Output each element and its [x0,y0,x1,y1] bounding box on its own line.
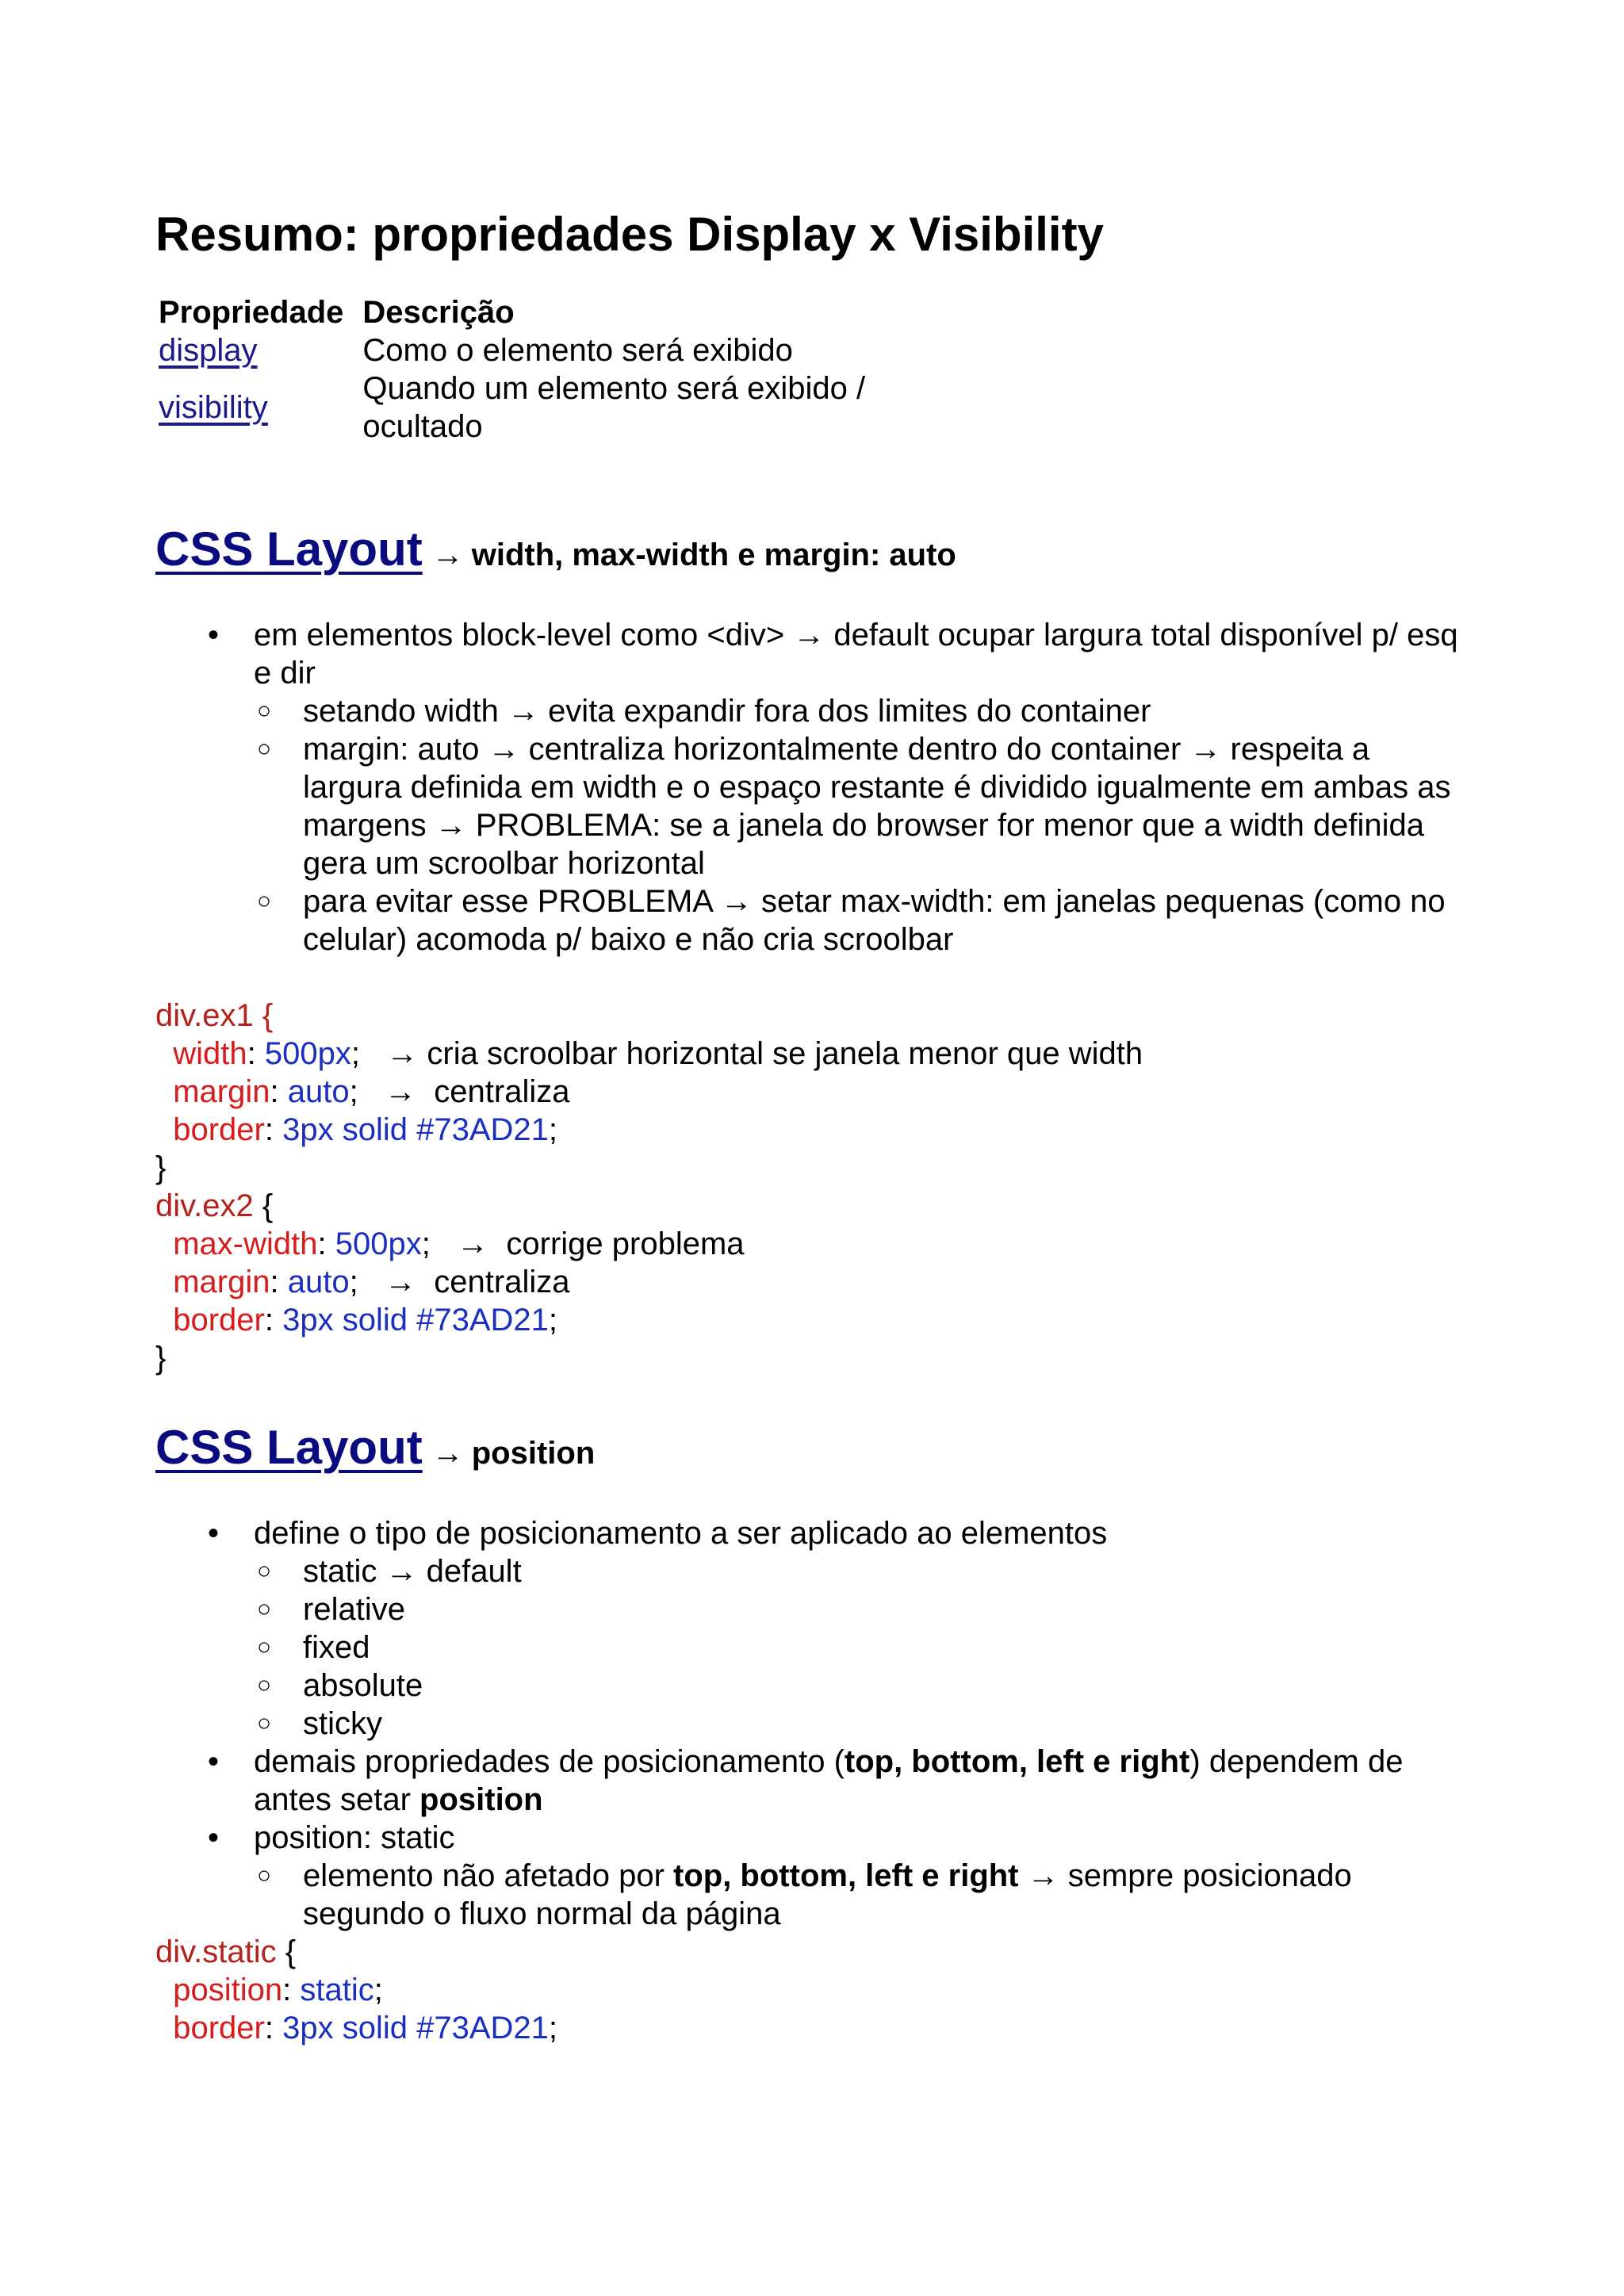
list-item [257,1857,1472,1933]
css-property: border [173,2011,265,2045]
table-row [159,331,905,369]
list-item-text: position: static [254,1820,455,1855]
table-header-description: Descrição [362,295,515,330]
code-line: position: static; [173,1973,383,2007]
list-item [257,1667,1472,1705]
section-heading-link[interactable]: CSS Layout [155,1421,423,1474]
code-block-2 [155,1933,1472,2047]
list-item-text: sticky [303,1706,382,1741]
code-line [155,1933,1472,1971]
code-line: } [155,1150,167,1185]
list-item [208,616,1472,959]
list-item-text: relative [303,1592,405,1627]
css-value: 3px solid #73AD21 [282,2011,549,2045]
display-link[interactable]: display [159,333,258,368]
list-item [257,1628,1472,1667]
list-item-text: para evitar esse PROBLEMA → setar max-width: em janelas pequenas (como no celular) acomoda p/ baixo e não cria scroolbar [303,884,1446,957]
css-value: static [300,1973,374,2007]
page-title: Resumo: propriedades Display x Visibility [155,208,1104,261]
list-item-text: define o tipo de posicionamento a ser aplicado ao elementos [254,1516,1108,1551]
table-row [159,369,905,446]
code-line: width: 500px; → cria scroolbar horizontal se janela menor que width [173,1036,1143,1071]
sub-list [254,1857,1472,1933]
css-selector: div.static [155,1934,277,1969]
css-property: position [173,1973,283,2007]
css-property: border [173,1303,265,1337]
circle-bullet-icon: ○ [257,698,272,724]
css-value: 500px [264,1036,351,1071]
list-item-text: absolute [303,1668,423,1703]
css-property: width [173,1036,247,1071]
list-item-text: setando width → evita expandir fora dos limites do container [303,694,1151,729]
circle-bullet-icon: ○ [257,736,272,762]
code-comment: → centraliza [358,1074,570,1109]
list-item [257,730,1472,882]
list-item-text: demais propriedades de posicionamento ( [254,1744,845,1779]
properties-table [159,293,905,446]
section-heading-position [155,1420,1472,1475]
css-value: 500px [335,1226,422,1261]
css-selector: div.ex2 [155,1188,254,1223]
sub-list [254,1552,1472,1743]
css-property: margin [173,1074,270,1109]
circle-bullet-icon: ○ [257,1672,272,1698]
circle-bullet-icon: ○ [257,1634,272,1660]
table-cell-description: Quando um elemento será exibido / ocultado [362,371,866,444]
code-line [155,997,1472,1035]
code-comment: → cria scroolbar horizontal se janela menor que width [359,1036,1143,1071]
list-item-text: elemento não afetado por [303,1858,674,1893]
code-comment: → centraliza [358,1265,570,1299]
arrow-icon: → [431,538,464,572]
list-item [208,1819,1472,1933]
visibility-link[interactable]: visibility [159,390,268,425]
list-item-text: ) dependem de antes setar [254,1744,1404,1817]
bullet-icon: • [208,618,220,652]
circle-bullet-icon: ○ [257,1862,272,1888]
list-item [257,1552,1472,1590]
bullet-list [155,1514,1472,1933]
css-property: border [173,1112,265,1147]
code-line: margin: auto; → centraliza [173,1265,570,1299]
bullet-list [155,616,1472,959]
circle-bullet-icon: ○ [257,1710,272,1736]
code-line: border: 3px solid #73AD21; [173,1303,557,1337]
code-line: border: 3px solid #73AD21; [173,2011,557,2045]
css-property: max-width [173,1226,318,1261]
css-brace: { [276,1934,297,1969]
circle-bullet-icon: ○ [257,888,272,914]
code-line: margin: auto; → centraliza [173,1074,570,1109]
code-comment: → corrige problema [430,1226,745,1261]
section-subheading: width, max-width e margin: auto [471,538,956,572]
bullet-icon: • [208,1516,220,1551]
code-line [155,1187,1472,1225]
list-item [208,1743,1472,1819]
code-line: } [155,1341,167,1376]
css-value: auto [287,1074,350,1109]
css-value: 3px solid #73AD21 [282,1112,549,1147]
list-item [208,1514,1472,1743]
list-item [257,1705,1472,1743]
css-value: auto [287,1265,350,1299]
css-brace: { [253,1188,274,1223]
table-header-property: Propriedade [159,295,344,330]
emphasis-text: position [419,1782,543,1817]
list-item [257,1590,1472,1628]
code-line: max-width: 500px; → corrige problema [173,1226,745,1261]
bullet-icon: • [208,1744,220,1779]
emphasis-text: top, bottom, left e right [844,1744,1190,1779]
css-selector: div.ex1 [155,998,254,1033]
code-block-1 [155,997,1472,1377]
css-property: margin [173,1265,270,1299]
table-header-row [159,293,905,331]
code-line: border: 3px solid #73AD21; [173,1112,557,1147]
circle-bullet-icon: ○ [257,1596,272,1622]
section-heading-width [155,522,1472,576]
list-item-text: margin: auto → centraliza horizontalmente dentro do container → respeita a largura definida em width e o espaço restante é dividido igualmente em ambas as margens → PROBLEMA: se a janela do browser for menor que a width definida gera um scroolbar horizontal [303,732,1451,881]
bullet-icon: • [208,1820,220,1855]
sub-list [254,692,1472,959]
section-subheading: position [471,1436,596,1471]
list-item-text: → sempre posicionado segundo o fluxo normal da página [303,1858,1352,1931]
table-cell-description: Como o elemento será exibido [362,333,793,368]
list-item-text: fixed [303,1630,370,1665]
list-item [257,882,1472,959]
emphasis-text: top, bottom, left e right [673,1858,1019,1893]
list-item [257,692,1472,730]
list-item-text: em elementos block-level como <div> → default ocupar largura total disponível p/ esq e dir [254,618,1458,691]
document-page [155,206,1472,2047]
list-item-text: static → default [303,1554,522,1589]
section-heading-link[interactable]: CSS Layout [155,522,423,576]
circle-bullet-icon: ○ [257,1558,272,1584]
arrow-icon: → [431,1436,464,1471]
css-brace: { [253,998,274,1033]
css-value: 3px solid #73AD21 [282,1303,549,1337]
